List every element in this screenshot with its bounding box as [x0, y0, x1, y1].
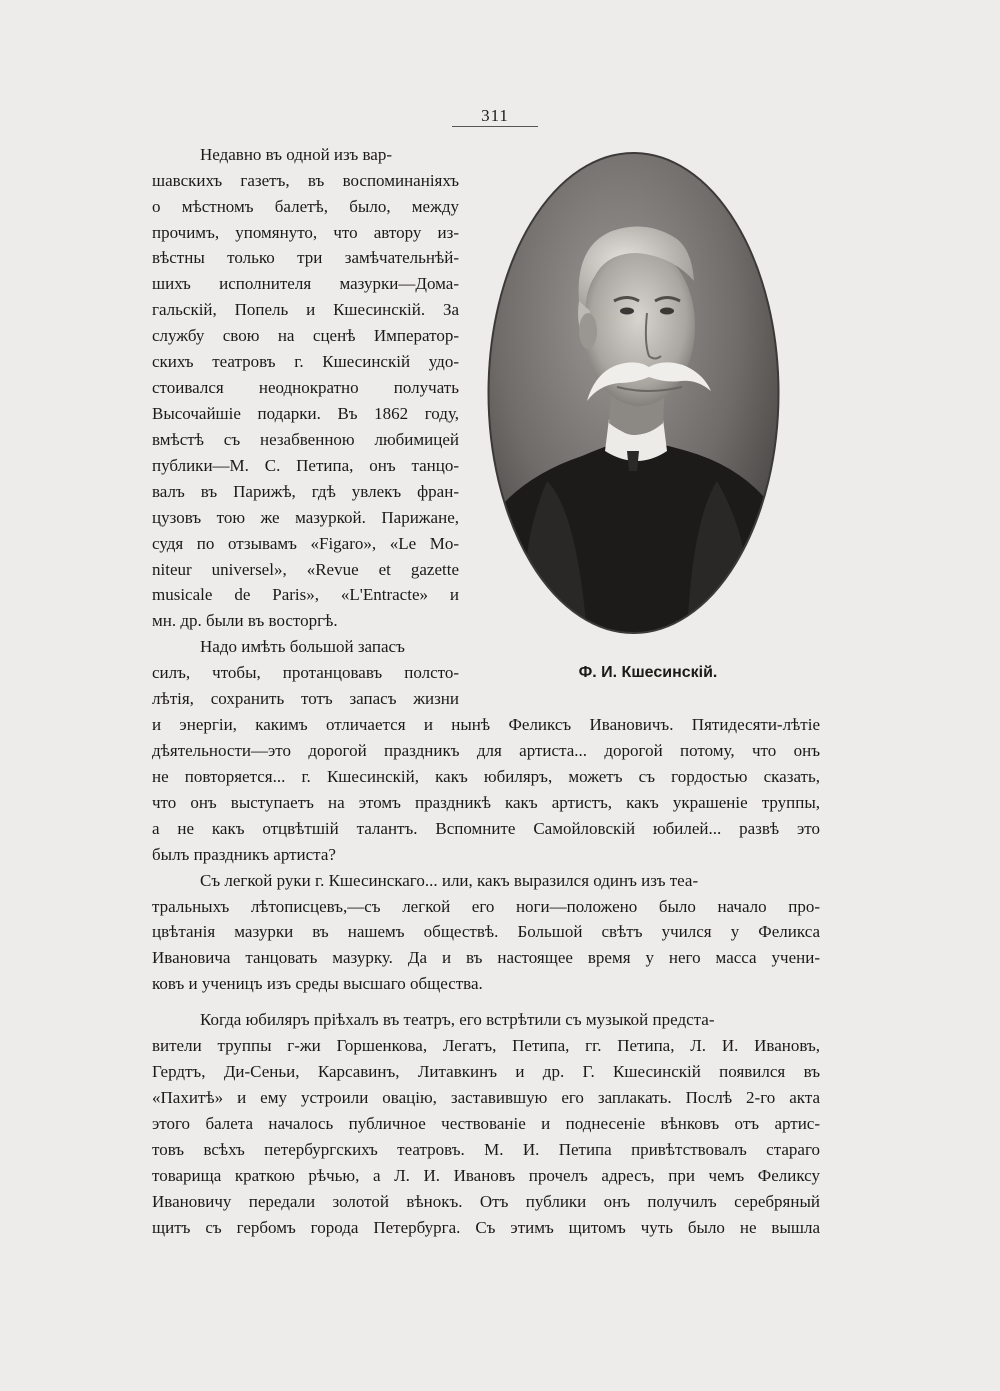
- portrait-caption: Ф. И. Кшесинскій.: [578, 664, 718, 681]
- text-line: Гердтъ, Ди-Сеньи, Карсавинъ, Литавкинъ и др. Г. Кшесинскій появился въ: [152, 1062, 820, 1081]
- text-line: Когда юбиляръ пріѣхалъ въ театръ, его встрѣтили съ музыкой предста-: [200, 1010, 715, 1029]
- text-line: Ивановича танцовать мазурку. Да и въ настоящее время у него масса учени-: [152, 948, 820, 967]
- text-line: ковъ и ученицъ изъ среды высшаго общества.: [152, 974, 483, 993]
- text-line: шавскихъ газетъ, въ воспоминаніяхъ: [152, 171, 459, 190]
- text-line: судя по отзывамъ «Figaro», «Le Mo-: [152, 534, 459, 553]
- text-line: силъ, чтобы, протанцовавъ полсто-: [152, 663, 459, 682]
- text-line: службу свою на сценѣ Император-: [152, 326, 459, 345]
- text-line: Недавно въ одной изъ вар-: [200, 145, 392, 164]
- page-number: 311: [481, 106, 509, 125]
- text-line: musicale de Paris», «L'Entracte» и: [152, 585, 459, 604]
- text-line: скихъ театровъ г. Кшесинскій удо-: [152, 352, 459, 371]
- text-line: вмѣстѣ съ незабвенною любимицей: [152, 430, 459, 449]
- text-line: гальскій, Попель и Кшесинскій. За: [152, 300, 459, 319]
- text-line: Высочайшіе подарки. Въ 1862 году,: [152, 404, 459, 423]
- text-line: дѣятельности—это дорогой праздникъ для артиста... дорогой потому, что онъ: [152, 741, 820, 760]
- text-line: вители труппы г-жи Горшенкова, Легатъ, Петипа, гг. Петипа, Л. И. Ивановъ,: [152, 1036, 820, 1055]
- text-line: тральныхъ лѣтописцевъ,—съ легкой его ноги—положено было начало про-: [152, 897, 820, 916]
- text-line: товарища краткою рѣчью, а Л. И. Ивановъ прочелъ адресъ, при чемъ Феликсу: [152, 1166, 820, 1185]
- text-line: Ивановичу передали золотой вѣнокъ. Отъ публики онъ получилъ серебряный: [152, 1192, 820, 1211]
- text-line: niteur universel», «Revue et gazette: [152, 560, 459, 579]
- text-line: о мѣстномъ балетѣ, было, между: [152, 197, 459, 216]
- text-line: вѣстны только три замѣчательнѣй-: [152, 248, 459, 267]
- page-number-rule: [452, 126, 538, 127]
- text-line: «Пахитѣ» и ему устроили овацію, заставившую его заплакать. Послѣ 2-го акта: [152, 1088, 820, 1107]
- text-line: товъ всѣхъ петербургскихъ театровъ. М. И. Петипа привѣтствовалъ стараго: [152, 1140, 820, 1159]
- text-line: щитъ съ гербомъ города Петербурга. Съ этимъ щитомъ чуть было не вышла: [152, 1218, 820, 1237]
- text-line: и энергіи, какимъ отличается и нынѣ Феликсъ Ивановичъ. Пятидесяти-лѣтіе: [152, 715, 820, 734]
- text-line: не повторяется... г. Кшесинскій, какъ юбиляръ, можетъ съ гордостью сказать,: [152, 767, 820, 786]
- text-line: валъ въ Парижѣ, гдѣ увлекъ фран-: [152, 482, 459, 501]
- text-line: прочимъ, упомянуто, что автору из-: [152, 223, 459, 242]
- text-line: мн. др. были въ восторгѣ.: [152, 611, 338, 630]
- portrait-photo: [487, 151, 780, 635]
- text-line: былъ праздникъ артиста?: [152, 845, 336, 864]
- text-line: что онъ выступаетъ на этомъ праздникѣ какъ артистъ, какъ украшеніе труппы,: [152, 793, 820, 812]
- text-line: а не какъ отцвѣтшій талантъ. Вспомните Самойловскій юбилей... развѣ это: [152, 819, 820, 838]
- text-line: Надо имѣть большой запасъ: [200, 637, 405, 656]
- text-line: цвѣтанія мазурки въ нашемъ обществѣ. Большой свѣтъ учился у Феликса: [152, 922, 820, 941]
- text-line: лѣтія, сохранить тотъ запасъ жизни: [152, 689, 459, 708]
- text-line: Съ легкой руки г. Кшесинскаго... или, какъ выразился одинъ изъ теа-: [200, 871, 699, 890]
- text-line: шихъ исполнителя мазурки—Дома-: [152, 274, 459, 293]
- text-line: этого балета началось публичное чествованіе и поднесеніе вѣнковъ отъ артис-: [152, 1114, 820, 1133]
- text-line: стоивался неоднократно получать: [152, 378, 459, 397]
- text-line: публики—М. С. Петипа, онъ танцо-: [152, 456, 459, 475]
- text-line: цузовъ тою же мазуркой. Парижане,: [152, 508, 459, 527]
